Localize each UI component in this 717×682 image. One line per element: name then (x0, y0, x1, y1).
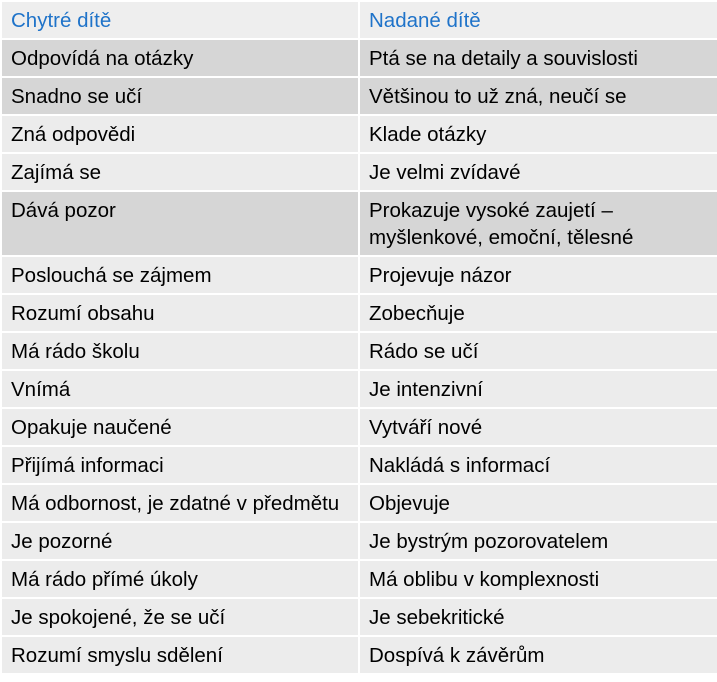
gifted-child-cell: Je velmi zvídavé (359, 153, 717, 191)
smart-child-cell: Rozumí obsahu (1, 294, 359, 332)
table-row (1, 191, 717, 256)
table-body (1, 39, 717, 674)
gifted-child-cell: Je intenzivní (359, 370, 717, 408)
table-row (1, 332, 717, 370)
smart-child-cell: Rozumí smyslu sdělení (1, 636, 359, 674)
table-row (1, 294, 717, 332)
smart-child-cell: Snadno se učí (1, 77, 359, 115)
table-row (1, 636, 717, 674)
gifted-child-cell: Prokazuje vysoké zaujetí – myšlenkové, emoční, tělesné (359, 191, 717, 256)
smart-child-cell: Má rádo školu (1, 332, 359, 370)
smart-child-cell: Zná odpovědi (1, 115, 359, 153)
smart-child-cell: Poslouchá se zájmem (1, 256, 359, 294)
gifted-child-cell: Má oblibu v komplexnosti (359, 560, 717, 598)
smart-child-cell: Přijímá informaci (1, 446, 359, 484)
table-row (1, 408, 717, 446)
smart-child-cell: Má rádo přímé úkoly (1, 560, 359, 598)
gifted-child-cell: Zobecňuje (359, 294, 717, 332)
gifted-child-cell: Je bystrým pozorovatelem (359, 522, 717, 560)
header-row (1, 1, 717, 39)
table-row (1, 39, 717, 77)
smart-child-cell: Odpovídá na otázky (1, 39, 359, 77)
gifted-child-cell: Ptá se na detaily a souvislosti (359, 39, 717, 77)
smart-child-cell: Zajímá se (1, 153, 359, 191)
gifted-child-cell: Vytváří nové (359, 408, 717, 446)
gifted-child-cell: Objevuje (359, 484, 717, 522)
table-row (1, 598, 717, 636)
table-row (1, 484, 717, 522)
gifted-child-cell: Rádo se učí (359, 332, 717, 370)
gifted-child-cell: Projevuje názor (359, 256, 717, 294)
smart-child-cell: Vnímá (1, 370, 359, 408)
column-header-smart-child: Chytré dítě (1, 1, 359, 39)
table-row (1, 153, 717, 191)
gifted-child-cell: Nakládá s informací (359, 446, 717, 484)
table-row (1, 115, 717, 153)
smart-child-cell: Opakuje naučené (1, 408, 359, 446)
smart-child-cell: Má odbornost, je zdatné v předmětu (1, 484, 359, 522)
gifted-child-cell: Dospívá k závěrům (359, 636, 717, 674)
gifted-child-cell: Většinou to už zná, neučí se (359, 77, 717, 115)
table-row (1, 77, 717, 115)
gifted-child-cell: Klade otázky (359, 115, 717, 153)
table-row (1, 522, 717, 560)
column-header-gifted-child: Nadané dítě (359, 1, 717, 39)
smart-child-cell: Je spokojené, že se učí (1, 598, 359, 636)
table-row (1, 560, 717, 598)
table-row (1, 256, 717, 294)
gifted-child-cell: Je sebekritické (359, 598, 717, 636)
smart-child-cell: Je pozorné (1, 522, 359, 560)
table-header (1, 1, 717, 39)
table-row (1, 446, 717, 484)
table-row (1, 370, 717, 408)
smart-child-cell: Dává pozor (1, 191, 359, 256)
